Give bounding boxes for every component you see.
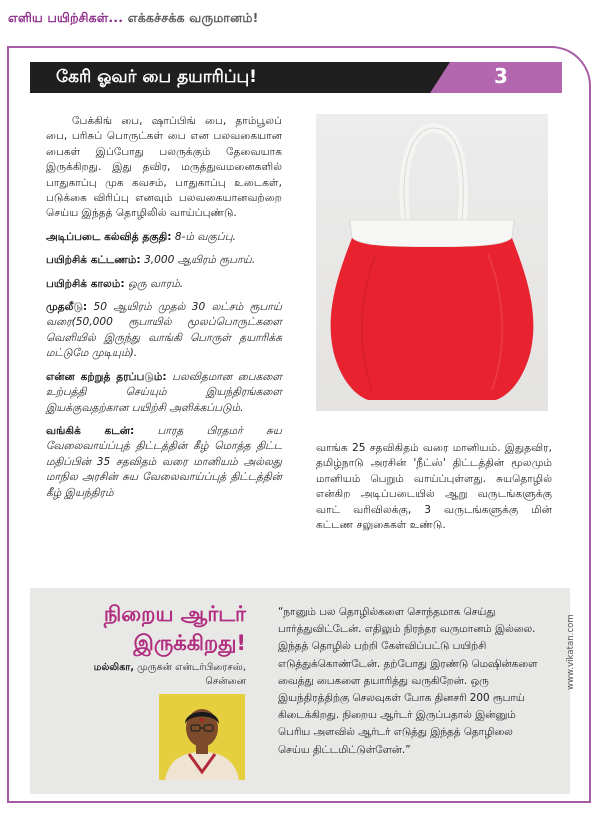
info-item <box>46 253 282 268</box>
section-title-part2: எக்கச்சக்க வருமானம்! <box>127 10 259 25</box>
bag-photo <box>316 114 548 411</box>
info-label: முதலீடு: <box>46 301 88 314</box>
info-value: பாரத பிரதமர் சுய வேலைவாய்ப்புத் திட்டத்தின் கீழ் மொத்த திட்ட மதிப்பின் 35 சதவிதம் வரை மானியம் அல்லது மாநில அரசின் சுய வேலைவாய்ப்புத் திட்டத்தின் கீழ் இயந்திரம் <box>46 424 283 499</box>
article-left-column <box>46 114 282 509</box>
article-intro: பேக்கிங் பை, ஷாப்பிங் பை, தாம்பூலப் பை, பரிசுப் பொருட்கள் பை என பலவகையான பைகள் இப்போது பலருக்கும் தேவையாக இருக்கிறது. இது தவிர, மருத்துவமனைகளில் பாதுகாப்பு முக கவசம், பாதுகாப்பு உடைகள், படுக்கை விரிப்பு எனவும் பலவகையானவற்றை செய்ய இந்தத் தொழிலில் வாய்ப்புண்டு. <box>46 115 282 220</box>
info-label: பயிற்சிக் கட்டணம்: <box>46 254 141 267</box>
section-title <box>8 10 259 27</box>
red-bag-illustration <box>316 114 548 411</box>
info-item <box>46 424 282 501</box>
info-value: பலவிதமான பைகளை உற்பத்தி செய்யும் இயந்திரங்களை இயக்குவதற்கான பயிற்சி அளிக்கப்படும். <box>46 370 282 414</box>
info-value: 50 ஆயிரம் முதல் 30 லட்சம் ரூபாய் வரை(50,000 ரூபாயில் மூலப்பொருட்களை வெளியில் இருந்து வாங்கி பொருள் தயாரிக்க மட்டுமே முடியும்). <box>46 301 282 360</box>
info-item <box>46 370 282 416</box>
article-title: கேரி ஓவர் பை தயாரிப்பு! <box>56 67 257 87</box>
testimonial-quote: “நானும் பல தொழில்களை சொந்தமாக செய்து பார்த்துவிட்டேன். எதிலும் நிரந்தர வருமானம் இல்லை. இந்தத் தொழில் பற்றி கேள்விப்பட்டு பயிற்சி எடுத்துக்கொண்டேன். தற்போது இரண்டு மெஷின்களை வைத்து பைகளை தயாரித்து வருகிறேன். ஒரு இயந்திரத்திற்கு செலவுகள் போக தினசரி 200 ரூபாய் கிடைக்கிறது. நிறைய ஆர்டர் இருப்பதால் இன்னும் பெரிய அளவில் ஆர்டர் எடுத்து இந்தத் தொழிலை செய்ய திட்டமிட்டுள்ளேன்.” <box>278 606 538 756</box>
article-title-bar <box>30 62 440 93</box>
info-label: வங்கிக் கடன்: <box>46 424 135 437</box>
person-city: சென்னை <box>205 676 246 687</box>
portrait-illustration <box>159 694 245 780</box>
info-label: அடிப்படை கல்வித் தகுதி: <box>46 230 172 243</box>
testimonial-headline <box>72 600 246 658</box>
testimonial-headline-line2: இருக்கிறது! <box>133 631 246 655</box>
testimonial-person <box>38 661 246 689</box>
person-name: மல்லிகா, <box>93 662 134 673</box>
info-label: என்ன கற்றுத் தரப்படும்: <box>46 370 167 383</box>
article-number: 3 <box>494 64 508 88</box>
page-header <box>0 0 600 34</box>
side-url: www.vikatan.com <box>566 614 576 690</box>
info-value: 3,000 ஆயிரம் ரூபாய். <box>143 254 256 267</box>
info-label: பயிற்சிக் காலம்: <box>46 277 125 290</box>
info-item <box>46 230 282 245</box>
person-portrait <box>159 694 245 780</box>
info-item <box>46 300 282 362</box>
info-item <box>46 277 282 292</box>
person-org: முருகன் என்டர்பிரைசஸ், <box>137 662 246 673</box>
info-value: 8-ம் வகுப்பு. <box>174 230 236 243</box>
article-right-column: வாங்க 25 சதவிகிதம் வரை மானியம். இதுதவிர, தமிழ்நாடு அரசின் 'நீட்ஸ்' திட்டத்தின் மூலமும் மானியம் பெறும் வாய்ப்புள்ளது. சுயதொழில் என்கிற அடிப்படையில் ஆறு வருடங்களுக்கு வாட் வரிவிலக்கு, 3 வருடங்களுக்கு மின் கட்டண சலுகைகள் உண்டு. <box>316 442 552 532</box>
section-title-part1: எளிய பயிற்சிகள்... <box>8 10 124 25</box>
testimonial-headline-line1: நிறைய ஆர்டர் <box>103 602 246 626</box>
info-value: ஒரு வாரம். <box>127 277 184 290</box>
